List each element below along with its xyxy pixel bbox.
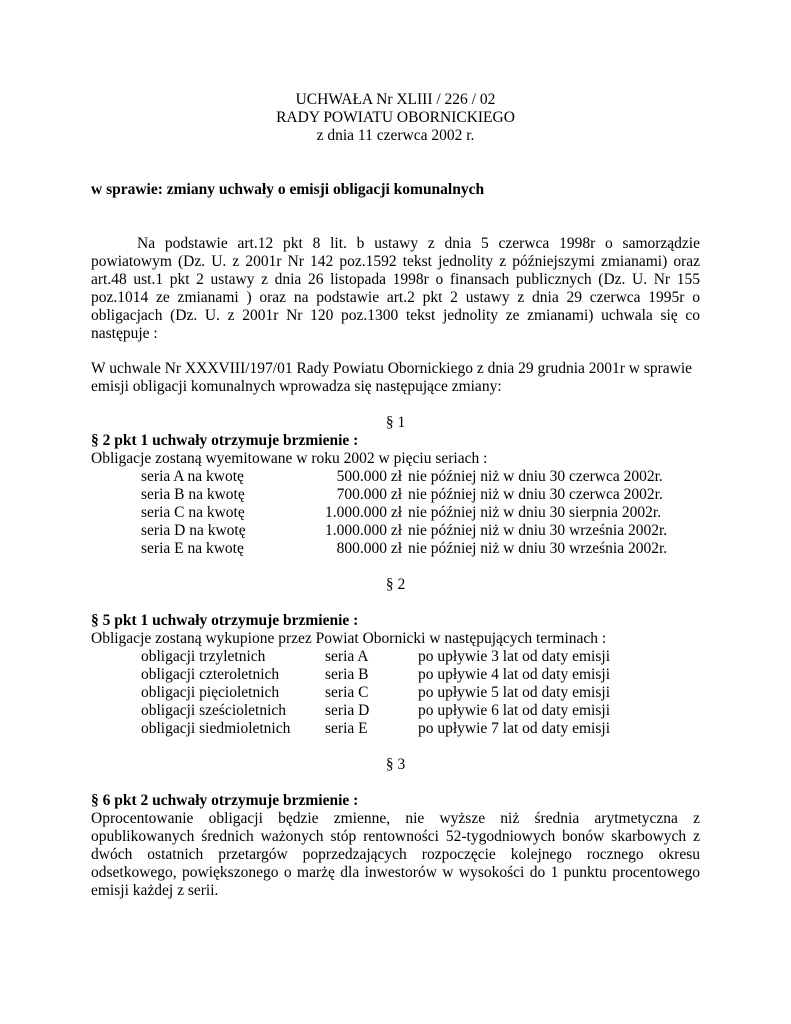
resolution-title: UCHWAŁA Nr XLIII / 226 / 02 [295, 91, 496, 108]
bond-type-cell: obligacji sześcioletnich [141, 702, 287, 719]
series-cell: seria C na kwotę [141, 504, 245, 521]
preamble-line: powiatowym (Dz. U. z 2001r Nr 142 poz.1592 tekst jednolity z późniejszymi zmianami) oraz [91, 253, 700, 270]
interest-line: emisji każdej z serii. [91, 882, 219, 899]
interest-line: opublikowanych średnich ważonych stóp rentowności 52-tygodniowych bonów skarbowych z [91, 828, 700, 845]
section-2-text: Obligacje zostaną wykupione przez Powiat Obornicki w następujących terminach : [91, 630, 607, 647]
interest-line: Oprocentowanie obligacji będzie zmienne, nie wyższe niż średnia arytmetyczna z [91, 810, 700, 827]
interest-paragraph [91, 810, 700, 900]
term-cell: po upływie 4 lat od daty emisji [418, 666, 611, 683]
intro-line: W uchwale Nr XXXVIII/197/01 Rady Powiatu Obornickiego z dnia 29 grudnia 2001r w sprawie [91, 360, 693, 377]
deadline-cell: nie później niż w dniu 30 czerwca 2002r. [408, 468, 663, 485]
amount-cell: 1.000.000 zł [324, 522, 402, 539]
amount-cell: 500.000 zł [336, 468, 402, 485]
section-2-symbol: § 2 [385, 576, 406, 593]
term-cell: po upływie 7 lat od daty emisji [418, 720, 611, 737]
bond-type-cell: obligacji czteroletnich [141, 666, 280, 683]
preamble-paragraph [91, 235, 700, 343]
series-cell: seria B na kwotę [141, 486, 245, 503]
series-cell: seria A na kwotę [141, 468, 244, 485]
preamble-line: obligacjach (Dz. U. z 2001r Nr 120 poz.1300 tekst jednolity ze zmianami) uchwala się co [91, 307, 700, 324]
series-cell: seria E na kwotę [141, 540, 244, 557]
section-3-heading: § 6 pkt 2 uchwały otrzymuje brzmienie : [91, 792, 359, 809]
interest-line: dwóch ostatnich przetargów poprzedzających rozpoczęcie kolejnego rocznego okresu [91, 846, 700, 863]
section-3-symbol: § 3 [385, 756, 406, 773]
section-1-heading: § 2 pkt 1 uchwały otrzymuje brzmienie : [91, 432, 359, 449]
subject-line: w sprawie: zmiany uchwały o emisji obligacji komunalnych [91, 181, 485, 198]
preamble-line: poz.1014 ze zmianami ) oraz na podstawie art.2 pkt 2 ustawy z dnia 29 czerwca 1995r o [91, 289, 700, 306]
section-2-heading: § 5 pkt 1 uchwały otrzymuje brzmienie : [91, 612, 359, 629]
series-cell: seria D na kwotę [141, 522, 246, 539]
series-cell: seria D [325, 702, 370, 719]
term-cell: po upływie 3 lat od daty emisji [418, 648, 611, 665]
bond-type-cell: obligacji trzyletnich [141, 648, 266, 665]
bond-type-cell: obligacji siedmioletnich [141, 720, 291, 737]
deadline-cell: nie później niż w dniu 30 września 2002r. [408, 522, 668, 539]
amount-cell: 1.000.000 zł [324, 504, 402, 521]
council-name: RADY POWIATU OBORNICKIEGO [276, 109, 515, 126]
preamble-line: art.48 ust.1 pkt 2 ustawy z dnia 26 listopada 1998r o finansach publicznych (Dz. U. Nr 155 [91, 271, 700, 288]
series-cell: seria E [325, 720, 368, 737]
series-cell: seria A [325, 648, 369, 665]
series-cell: seria B [325, 666, 369, 683]
deadline-cell: nie później niż w dniu 30 czerwca 2002r. [408, 486, 663, 503]
amount-cell: 700.000 zł [336, 486, 402, 503]
term-cell: po upływie 6 lat od daty emisji [418, 702, 611, 719]
amount-cell: 800.000 zł [336, 540, 402, 557]
deadline-cell: nie później niż w dniu 30 sierpnia 2002r. [408, 504, 662, 521]
resolution-date: z dnia 11 czerwca 2002 r. [316, 127, 475, 144]
preamble-line: następuje : [91, 325, 158, 342]
intro-line: emisji obligacji komunalnych wprowadza się następujące zmiany: [91, 378, 502, 395]
series-cell: seria C [325, 684, 369, 701]
section-1-symbol: § 1 [385, 414, 406, 431]
term-cell: po upływie 5 lat od daty emisji [418, 684, 611, 701]
deadline-cell: nie później niż w dniu 30 września 2002r. [408, 540, 668, 557]
bond-type-cell: obligacji pięcioletnich [141, 684, 280, 701]
interest-line: odsetkowego, powiększonego o marżę dla inwestorów w wysokości do 1 punktu procentowego [91, 864, 700, 881]
section-1-text: Obligacje zostaną wyemitowane w roku 2002 w pięciu seriach : [91, 450, 488, 467]
preamble-line: Na podstawie art.12 pkt 8 lit. b ustawy z dnia 5 czerwca 1998r o samorządzie [137, 235, 700, 252]
